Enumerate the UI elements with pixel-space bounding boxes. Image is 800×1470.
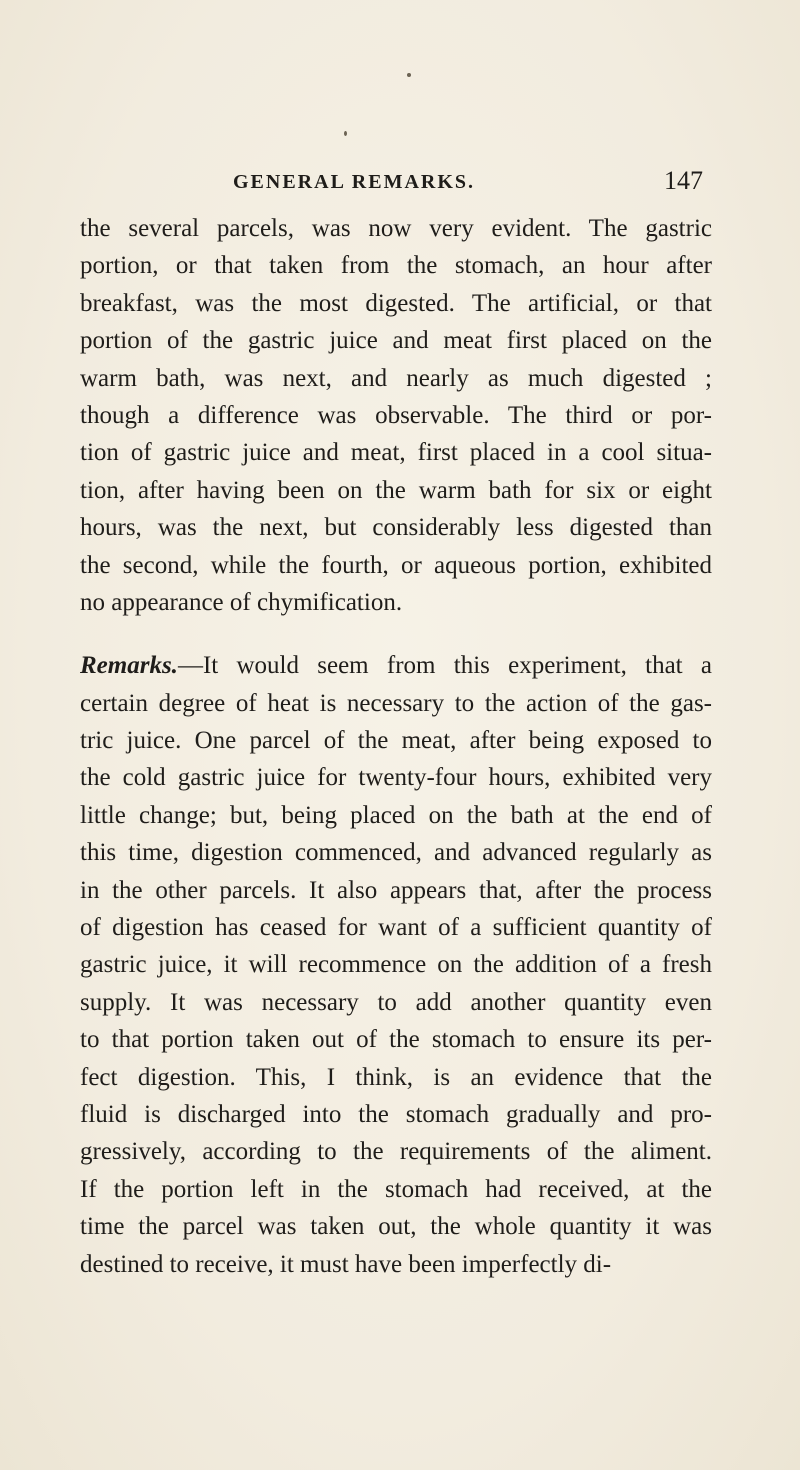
text-line: little change; but, being placed on the bath at the end of <box>80 801 712 829</box>
text-line: the cold gastric juice for twenty-four hours, exhibited very <box>80 764 712 792</box>
text-line: the second, while the fourth, or aqueous portion, exhibited <box>80 551 712 579</box>
page-header <box>233 168 703 198</box>
text-line: portion, or that taken from the stomach, an hour after <box>80 252 712 280</box>
print-speck <box>407 73 411 77</box>
text-line: tion of gastric juice and meat, first placed in a cool situa- <box>80 439 712 467</box>
text-line: to that portion taken out of the stomach to ensure its per- <box>80 1026 712 1054</box>
text-line: breakfast, was the most digested. The artificial, or that <box>80 289 712 317</box>
text-line: no appearance of chymification. <box>80 588 403 616</box>
text-line: destined to receive, it must have been imperfectly di- <box>80 1250 612 1278</box>
text-line: time the parcel was taken out, the whole quantity it was <box>80 1213 712 1241</box>
body-text <box>80 210 712 1283</box>
paragraph-gap <box>80 621 712 647</box>
paragraph <box>80 210 712 621</box>
text-line <box>80 647 712 684</box>
running-head: GENERAL REMARKS. <box>233 171 476 193</box>
text-line: portion of the gastric juice and meat first placed on the <box>80 327 712 355</box>
text-line: this time, digestion commenced, and advanced regularly as <box>80 839 712 867</box>
text-line: fect digestion. This, I think, is an evidence that the <box>80 1063 712 1091</box>
text-line: supply. It was necessary to add another quantity even <box>80 988 712 1016</box>
text-line: the several parcels, was now very evident. The gastric <box>80 215 712 242</box>
text-line: warm bath, was next, and nearly as much digested ; <box>80 364 712 392</box>
text-line: fluid is discharged into the stomach gradually and pro- <box>80 1100 712 1128</box>
text-line: gressively, according to the requirements of the aliment. <box>80 1138 712 1166</box>
text-line: tric juice. One parcel of the meat, after being exposed to <box>80 727 712 755</box>
text-line: hours, was the next, but considerably less digested than <box>80 514 712 542</box>
text-line: gastric juice, it will recommence on the addition of a fresh <box>80 951 712 979</box>
print-speck <box>344 131 347 136</box>
text-line: If the portion left in the stomach had received, at the <box>80 1175 712 1203</box>
text-line: in the other parcels. It also appears that, after the process <box>80 876 712 904</box>
paragraph-lead-in: Remarks. <box>80 652 178 680</box>
text-line-rest: —It would seem from this experiment, that a <box>177 652 712 680</box>
text-line: tion, after having been on the warm bath for six or eight <box>80 476 712 504</box>
text-line: of digestion has ceased for want of a sufficient quantity of <box>80 914 712 942</box>
text-line: certain degree of heat is necessary to the action of the gas- <box>80 689 712 717</box>
paragraph <box>80 647 712 1283</box>
text-line: though a difference was observable. The third or por- <box>80 401 712 429</box>
page-number: 147 <box>664 166 703 195</box>
